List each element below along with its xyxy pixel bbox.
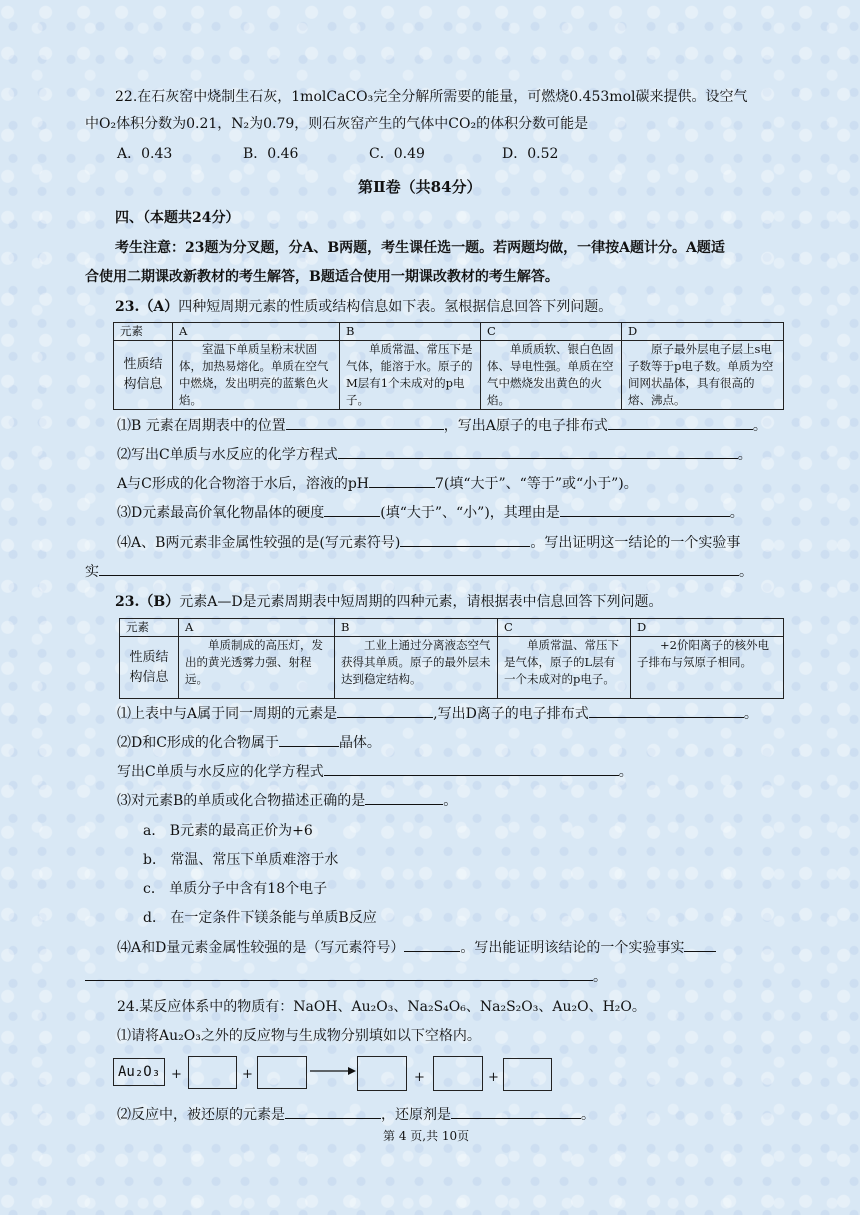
q22-line2: 中O₂体积分数为0.21，N₂为0.79，则石灰窑产生的气体中CO₂的体积分数可能是 bbox=[85, 116, 589, 132]
answer-blank[interactable] bbox=[400, 532, 530, 547]
table-col-a: A bbox=[179, 619, 335, 637]
table-col-b: B bbox=[340, 323, 481, 341]
q23a-q2: ⑵写出C单质与水反应的化学方程式 。 bbox=[117, 444, 752, 464]
plus-sign: + bbox=[171, 1067, 182, 1082]
table-col-d: D bbox=[631, 619, 784, 637]
table-cell-b: 单质常温、常压下是气体，能溶于水。原子的M层有1个未成对的p电子。 bbox=[340, 341, 481, 410]
part4-heading: 四、（本题共24分） bbox=[115, 210, 240, 226]
table-cell-c: 单质常温、常压下是气体，原子的L层有一个未成对的p电子。 bbox=[498, 637, 631, 699]
answer-blank[interactable] bbox=[285, 1104, 381, 1119]
q23a-q4: ⑷A、B两元素非金属性较强的是(写元素符号) 。写出证明这一结论的一个实验事 bbox=[117, 532, 740, 552]
answer-blank[interactable] bbox=[286, 415, 444, 430]
q22-line1: 22.在石灰窑中烧制生石灰，1molCaCO₃完全分解所需要的能量，可燃烧0.453mol碳来提供。设空气 bbox=[115, 89, 748, 105]
table-cell-d: +2价阳离子的核外电子排布与氖原子相同。 bbox=[631, 637, 784, 699]
q23b-option-d: d． 在一定条件下镁条能与单质B反应 bbox=[143, 910, 377, 926]
section-title: 第Ⅱ卷（共84分） bbox=[358, 178, 482, 196]
answer-blank[interactable] bbox=[404, 937, 460, 952]
q23a-q1: ⑴B 元素在周期表中的位置 ，写出A原子的电子排布式 。 bbox=[117, 415, 767, 435]
q23a-table bbox=[113, 322, 784, 410]
q24-q2: ⑵反应中，被还原的元素是 ，还原剂是 。 bbox=[117, 1104, 595, 1124]
table-col-b: B bbox=[335, 619, 498, 637]
table-row-label: 性质结构信息 bbox=[120, 637, 179, 699]
q23b-q2: ⑵D和C形成的化合物属于 晶体。 bbox=[117, 732, 381, 752]
table-cell-a: 室温下单质呈粉末状固体，加热易熔化。单质在空气中燃烧，发出明亮的蓝紫色火焰。 bbox=[173, 341, 340, 410]
au2o3-formula-box: Au₂O₃ bbox=[113, 1058, 165, 1086]
page-footer: 第 4 页,共 10页 bbox=[383, 1129, 470, 1143]
plus-sign: + bbox=[414, 1070, 425, 1085]
table-cell-c: 单质质软、银白色固体、导电性强。单质在空气中燃烧发出黄色的火焰。 bbox=[481, 341, 622, 410]
plus-sign: + bbox=[242, 1067, 253, 1082]
plus-sign: + bbox=[488, 1070, 499, 1085]
q23b-option-a: a． B元素的最高正价为+6 bbox=[143, 823, 313, 839]
answer-blank[interactable] bbox=[560, 502, 730, 517]
q23b-table bbox=[119, 618, 784, 699]
answer-blank[interactable] bbox=[279, 732, 339, 747]
answer-blank[interactable] bbox=[324, 502, 380, 517]
q23b-q4: ⑷A和D量元素金属性较强的是（写元素符号） 。写出能证明该结论的一个实验事实 bbox=[117, 937, 716, 957]
q23b-q2b: 写出C单质与水反应的化学方程式 。 bbox=[117, 761, 633, 781]
answer-blank[interactable] bbox=[99, 561, 739, 576]
table-col-c: C bbox=[481, 323, 622, 341]
q23b-q4-cont: 。 bbox=[85, 966, 607, 986]
reactant-box[interactable] bbox=[188, 1056, 237, 1089]
answer-blank[interactable] bbox=[589, 703, 744, 718]
q22-option-c: C．0.49 bbox=[369, 146, 425, 162]
q23b-option-b: b． 常温、常压下单质难溶于水 bbox=[143, 852, 339, 868]
q23b-intro: 23.（B）元素A—D是元素周期表中短周期的四种元素，请根据表中信息回答下列问题。 bbox=[115, 594, 663, 610]
table-col-c: C bbox=[498, 619, 631, 637]
table-cell-d: 原子最外层电子层上s电子数等于p电子数。单质为空间网状晶体，具有很高的熔、沸点。 bbox=[622, 341, 784, 410]
q22-option-a: A．0.43 bbox=[117, 146, 173, 162]
product-box[interactable] bbox=[433, 1056, 483, 1091]
answer-blank[interactable] bbox=[338, 444, 738, 459]
answer-blank[interactable] bbox=[337, 703, 433, 718]
table-cell-a: 单质制成的高压灯，发出的黄光透雾力强、射程远。 bbox=[179, 637, 335, 699]
q23b-q1: ⑴上表中与A属于同一周期的元素是 ,写出D离子的电子排布式 。 bbox=[117, 703, 758, 723]
q23b-option-c: c． 单质分子中含有18个电子 bbox=[143, 881, 328, 897]
table-cell-b: 工业上通过分离液态空气获得其单质。原子的最外层未达到稳定结构。 bbox=[335, 637, 498, 699]
answer-blank[interactable] bbox=[324, 761, 619, 776]
table-col-d: D bbox=[622, 323, 784, 341]
table-col-a: A bbox=[173, 323, 340, 341]
product-box[interactable] bbox=[503, 1058, 552, 1091]
q22-option-d: D．0.52 bbox=[502, 146, 559, 162]
reactant-box[interactable] bbox=[257, 1056, 307, 1089]
reaction-arrow-icon bbox=[310, 1066, 356, 1076]
table-header-label: 元素 bbox=[120, 619, 179, 637]
q23a-intro: 23.（A）四种短周期元素的性质或结构信息如下表。氢根据信息回答下列问题。 bbox=[115, 299, 613, 315]
answer-blank[interactable] bbox=[684, 937, 716, 952]
answer-blank[interactable] bbox=[608, 415, 753, 430]
answer-blank[interactable] bbox=[85, 966, 593, 981]
answer-blank[interactable] bbox=[369, 473, 435, 488]
q24-line1: 24.某反应体系中的物质有：NaOH、Au₂O₃、Na₂S₄O₆、Na₂S₂O₃、Au₂O、H₂O。 bbox=[117, 999, 646, 1015]
table-header-label: 元素 bbox=[114, 323, 173, 341]
notice-line2: 合使用二期课改新教材的考生解答，B题适合使用一期课改教材的考生解答。 bbox=[85, 269, 559, 285]
answer-blank[interactable] bbox=[451, 1104, 581, 1119]
q23a-q4-cont: 实 。 bbox=[85, 561, 753, 581]
q23a-q3: ⑶D元素最高价氧化物晶体的硬度 (填“大于”、“小”)，其理由是 。 bbox=[117, 502, 744, 522]
q24-q1: ⑴请将Au₂O₃之外的反应物与生成物分别填如以下空格内。 bbox=[117, 1028, 481, 1044]
q23b-q3: ⑶对元素B的单质或化合物描述正确的是 。 bbox=[117, 790, 457, 810]
table-row-label: 性质结构信息 bbox=[114, 341, 173, 410]
notice-line1: 考生注意：23题为分叉题，分A、B两题，考生课任选一题。若两题均做，一律按A题计分。A题适 bbox=[115, 240, 725, 256]
q22-option-b: B．0.46 bbox=[243, 146, 299, 162]
product-box[interactable] bbox=[357, 1056, 407, 1091]
answer-blank[interactable] bbox=[365, 790, 443, 805]
q23a-q2b: A与C形成的化合物溶于水后，溶液的pH 7(填“大于”、“等于”或“小于”)。 bbox=[117, 473, 638, 493]
